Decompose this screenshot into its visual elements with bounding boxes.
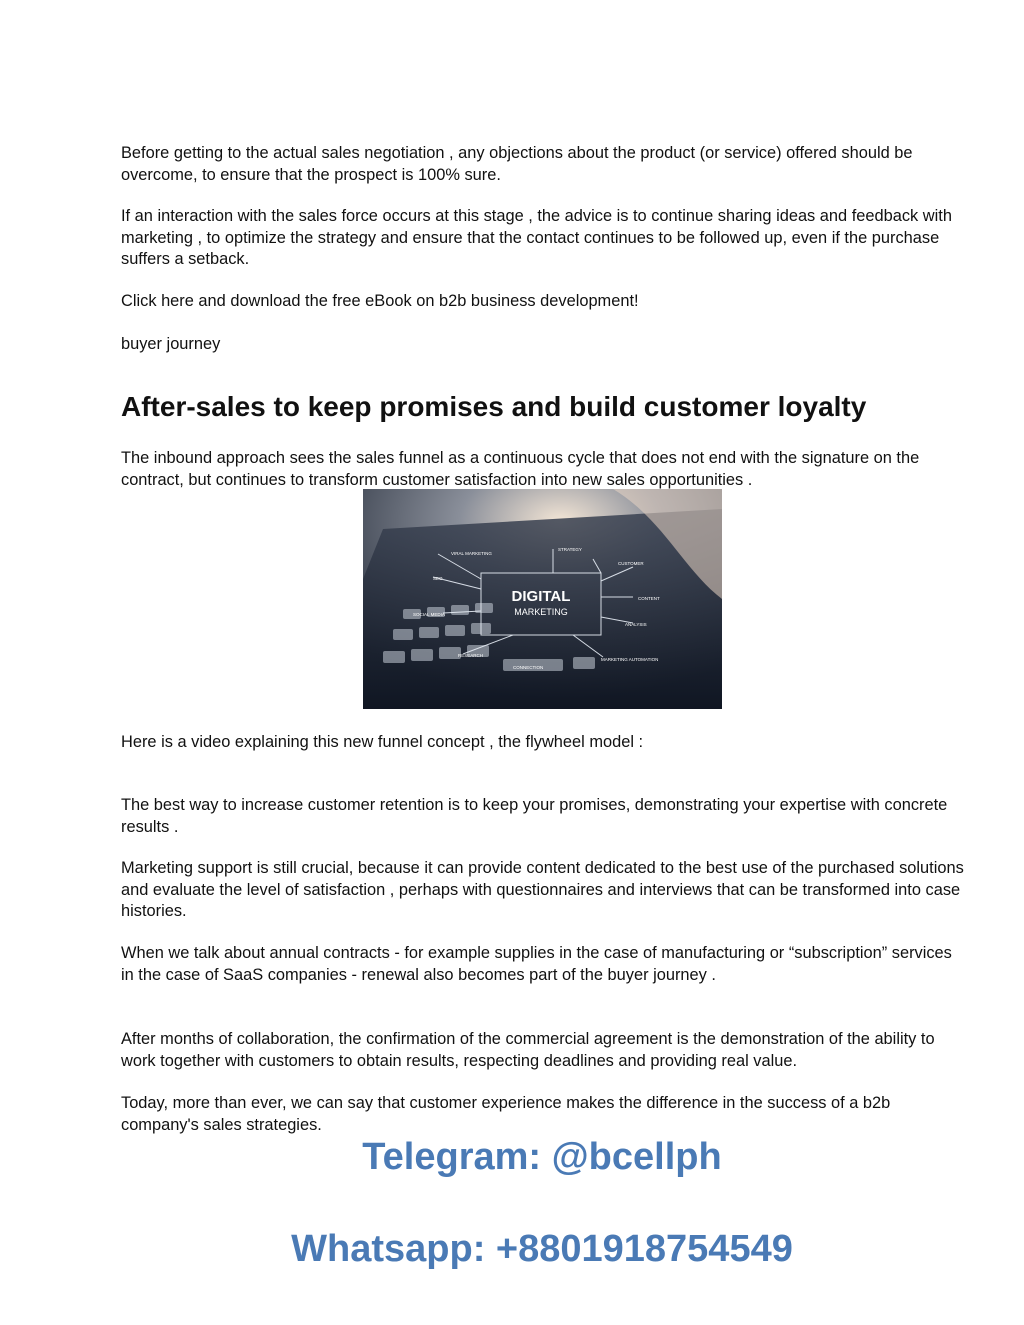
image-node: SEO — [433, 576, 443, 581]
paragraph-sales-force: If an interaction with the sales force occurs at this stage , the advice is to continue sharing ideas and feedback with marketing , to optimize the strategy and ensure that the contact continues to be followed up, even if the purchase suffers a setback. — [121, 207, 952, 268]
image-node: CONNECTION — [513, 665, 544, 670]
telegram-contact: Telegram: @bcellph — [362, 1136, 722, 1178]
image-node: CONTENT — [638, 596, 660, 601]
digital-marketing-image — [363, 489, 722, 709]
image-node: RESEARCH — [458, 653, 484, 658]
buyer-journey-link[interactable]: buyer journey — [121, 335, 221, 353]
image-center-bottom: MARKETING — [514, 607, 568, 617]
paragraph-collaboration: After months of collaboration, the confirmation of the commercial agreement is the demonstration of the ability to work together with customers to obtain results, respecting deadlines and providing real value. — [121, 1030, 935, 1070]
image-node: STRATEGY — [558, 547, 582, 552]
paragraph-annual-contracts: When we talk about annual contracts - for example supplies in the case of manufacturing or “subscription” services in the case of SaaS companies - renewal also becomes part of the buyer journey . — [121, 944, 952, 984]
paragraph-customer-experience: Today, more than ever, we can say that customer experience makes the difference in the success of a b2b company's sales strategies. — [121, 1094, 891, 1134]
paragraph-video: Here is a video explaining this new funnel concept , the flywheel model : — [121, 733, 644, 751]
image-node: CUSTOMER — [618, 561, 644, 566]
section-heading: After-sales to keep promises and build customer loyalty — [121, 391, 867, 422]
paragraph-inbound: The inbound approach sees the sales funnel as a continuous cycle that does not end with the signature on the contract, but continues to transform customer satisfaction into new sales opportunities . — [121, 449, 920, 489]
image-node: ANALYSIS — [625, 622, 647, 627]
whatsapp-contact: Whatsapp: +8801918754549 — [291, 1228, 793, 1270]
ebook-link[interactable]: Click here and download the free eBook on b2b business development! — [121, 292, 639, 310]
paragraph-marketing-support: Marketing support is still crucial, because it can provide content dedicated to the best use of the purchased solutions and evaluate the level of satisfaction , perhaps with questionnaires and interviews that can be transformed into case histories. — [121, 859, 964, 920]
image-center-top: DIGITAL — [511, 588, 571, 605]
paragraph-retention: The best way to increase customer retention is to keep your promises, demonstrating your expertise with concrete results . — [121, 796, 948, 836]
image-node: SOCIAL MEDIA — [413, 612, 445, 617]
image-node: VIRAL MARKETING — [451, 551, 492, 556]
paragraph-objections: Before getting to the actual sales negotiation , any objections about the product (or service) offered should be overcome, to ensure that the prospect is 100% sure. — [121, 144, 913, 184]
image-node: MARKETING AUTOMATION — [601, 657, 659, 662]
